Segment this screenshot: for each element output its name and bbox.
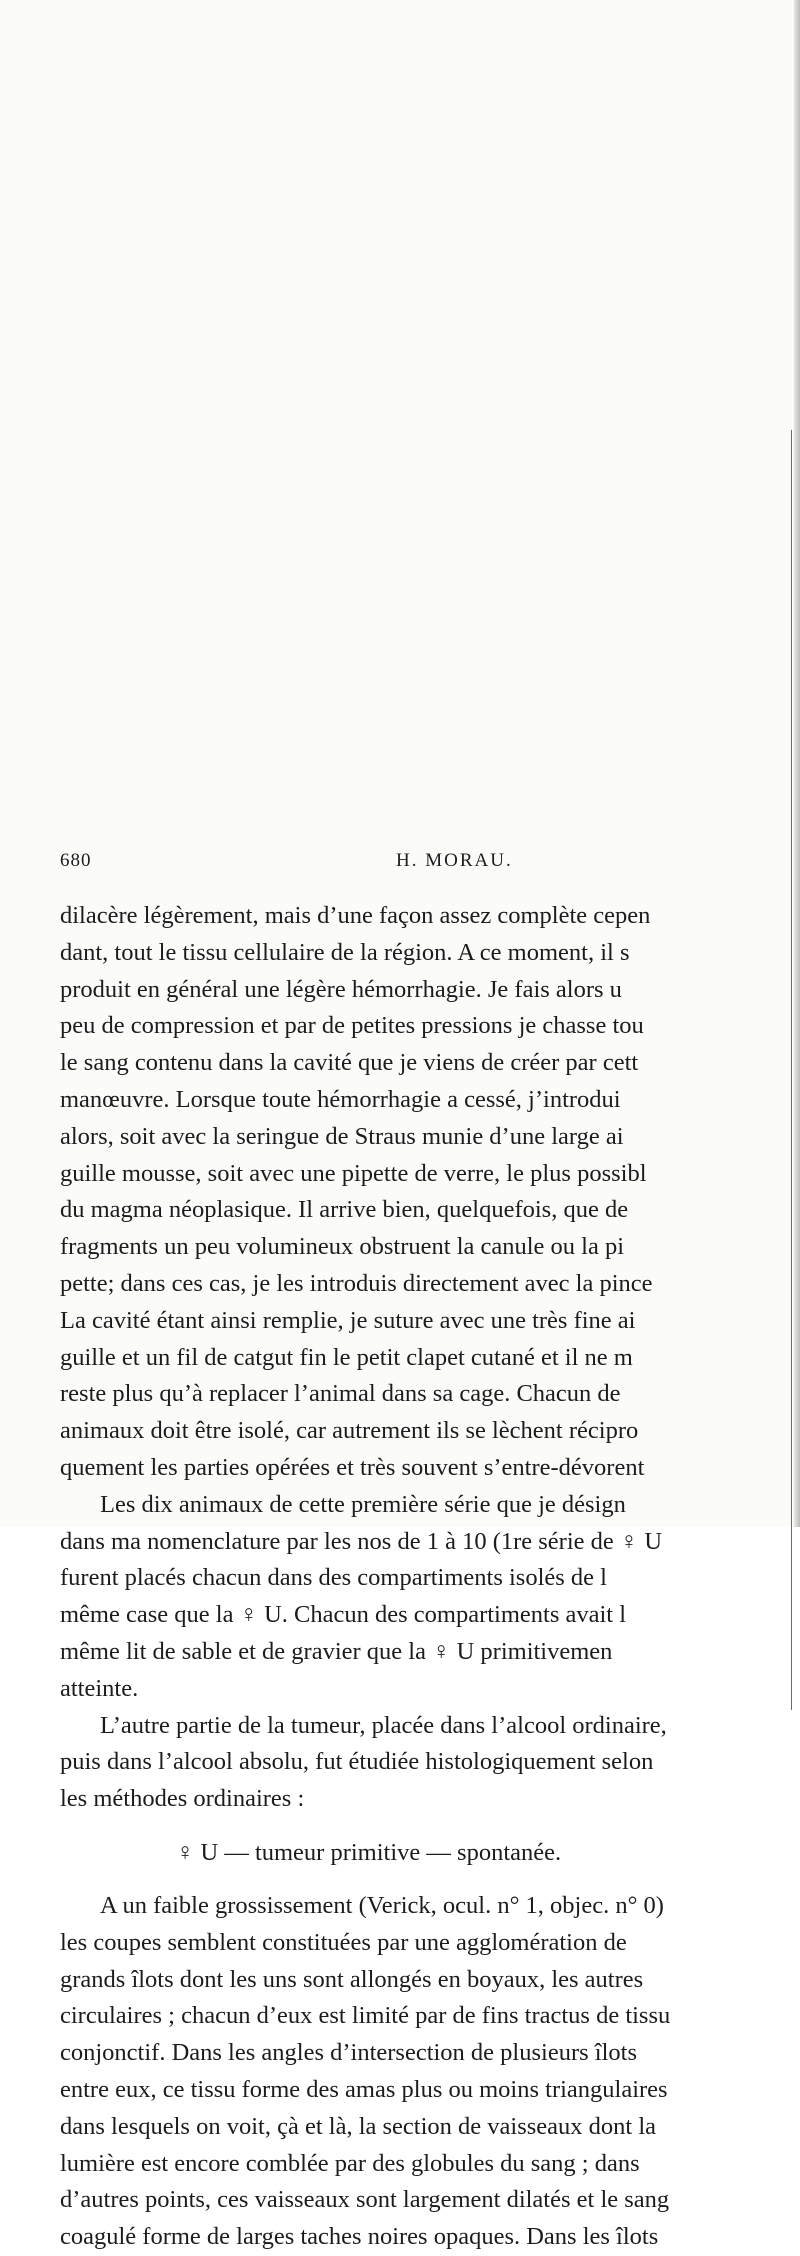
text-line: coagulé forme de larges taches noires opaques. Dans les îlots (60, 2223, 659, 2251)
text-line: conjonctif. Dans les angles d’intersection de plusieurs îlots (60, 2039, 637, 2067)
text-line: manœuvre. Lorsque toute hémorrhagie a cessé, j’introdui (60, 1085, 621, 1113)
text-line: reste plus qu’à replacer l’animal dans sa cage. Chacun de (60, 1380, 621, 1408)
text-line: Les dix animaux de cette première série que je désign (100, 1490, 626, 1518)
text-line: d’autres points, ces vaisseaux sont largement dilatés et le sang (60, 2186, 670, 2214)
text-line: les coupes semblent constituées par une agglomération de (60, 1928, 627, 1956)
text-line: animaux doit être isolé, car autrement ils se lèchent récipro (60, 1417, 639, 1445)
section-heading: ♀ U — tumeur primitive — spontanée. (176, 1838, 562, 1866)
text-line: atteinte. (60, 1674, 139, 1702)
text-line: les méthodes ordinaires : (60, 1785, 305, 1813)
text-line: fragments un peu volumineux obstruent la canule ou la pi (60, 1233, 625, 1261)
text-line: puis dans l’alcool absolu, fut étudiée histologiquement selon (60, 1748, 654, 1776)
text-line: furent placés chacun dans des compartiments isolés de l (60, 1564, 607, 1592)
text-line: L’autre partie de la tumeur, placée dans l’alcool ordinaire, (100, 1711, 667, 1739)
text-line: dans lesquels on voit, çà et là, la section de vaisseaux dont la (60, 2112, 657, 2140)
text-line: dans ma nomenclature par les nos de 1 à 10 (1re série de ♀ U (60, 1527, 663, 1555)
text-line: guille mousse, soit avec une pipette de verre, le plus possibl (60, 1159, 647, 1187)
text-line: La cavité étant ainsi remplie, je suture avec une très fine ai (60, 1306, 636, 1334)
text-line: même case que la ♀ U. Chacun des compartiments avait l (60, 1601, 627, 1629)
page-header (60, 850, 800, 880)
text-line: entre eux, ce tissu forme des amas plus ou moins triangulaires (60, 2075, 668, 2103)
text-line: circulaires ; chacun d’eux est limité par de fins tractus de tissu (60, 2002, 671, 2030)
text-line: pette; dans ces cas, je les introduis directement avec la pince (60, 1269, 653, 1297)
body-text (60, 898, 800, 2256)
text-line: le sang contenu dans la cavité que je viens de créer par cett (60, 1049, 639, 1077)
text-line: dilacère légèrement, mais d’une façon assez complète cepen (60, 902, 651, 929)
text-line: guille et un fil de catgut fin le petit clapet cutané et il ne m (60, 1343, 633, 1371)
running-head: H. MORAU. (396, 850, 513, 871)
text-line: quement les parties opérées et très souvent s’entre-dévorent (60, 1453, 645, 1481)
page-number: 680 (60, 850, 92, 871)
text-line: produit en général une légère hémorrhagie. Je fais alors u (60, 975, 622, 1003)
text-line: grands îlots dont les uns sont allongés en boyaux, les autres (60, 1965, 644, 1993)
text-line: peu de compression et par de petites pressions je chasse tou (60, 1012, 644, 1040)
text-line: même lit de sable et de gravier que la ♀ U primitivemen (60, 1637, 613, 1665)
text-line: A un faible grossissement (Verick, ocul. n° 1, objec. n° 0) (100, 1891, 664, 1919)
text-line: lumière est encore comblée par des globules du sang ; dans (60, 2149, 640, 2177)
text-line: du magma néoplasique. Il arrive bien, quelquefois, que de (60, 1196, 629, 1224)
text-line: dant, tout le tissu cellulaire de la région. A ce moment, il s (60, 938, 630, 966)
text-line: alors, soit avec la seringue de Straus munie d’une large ai (60, 1122, 624, 1150)
